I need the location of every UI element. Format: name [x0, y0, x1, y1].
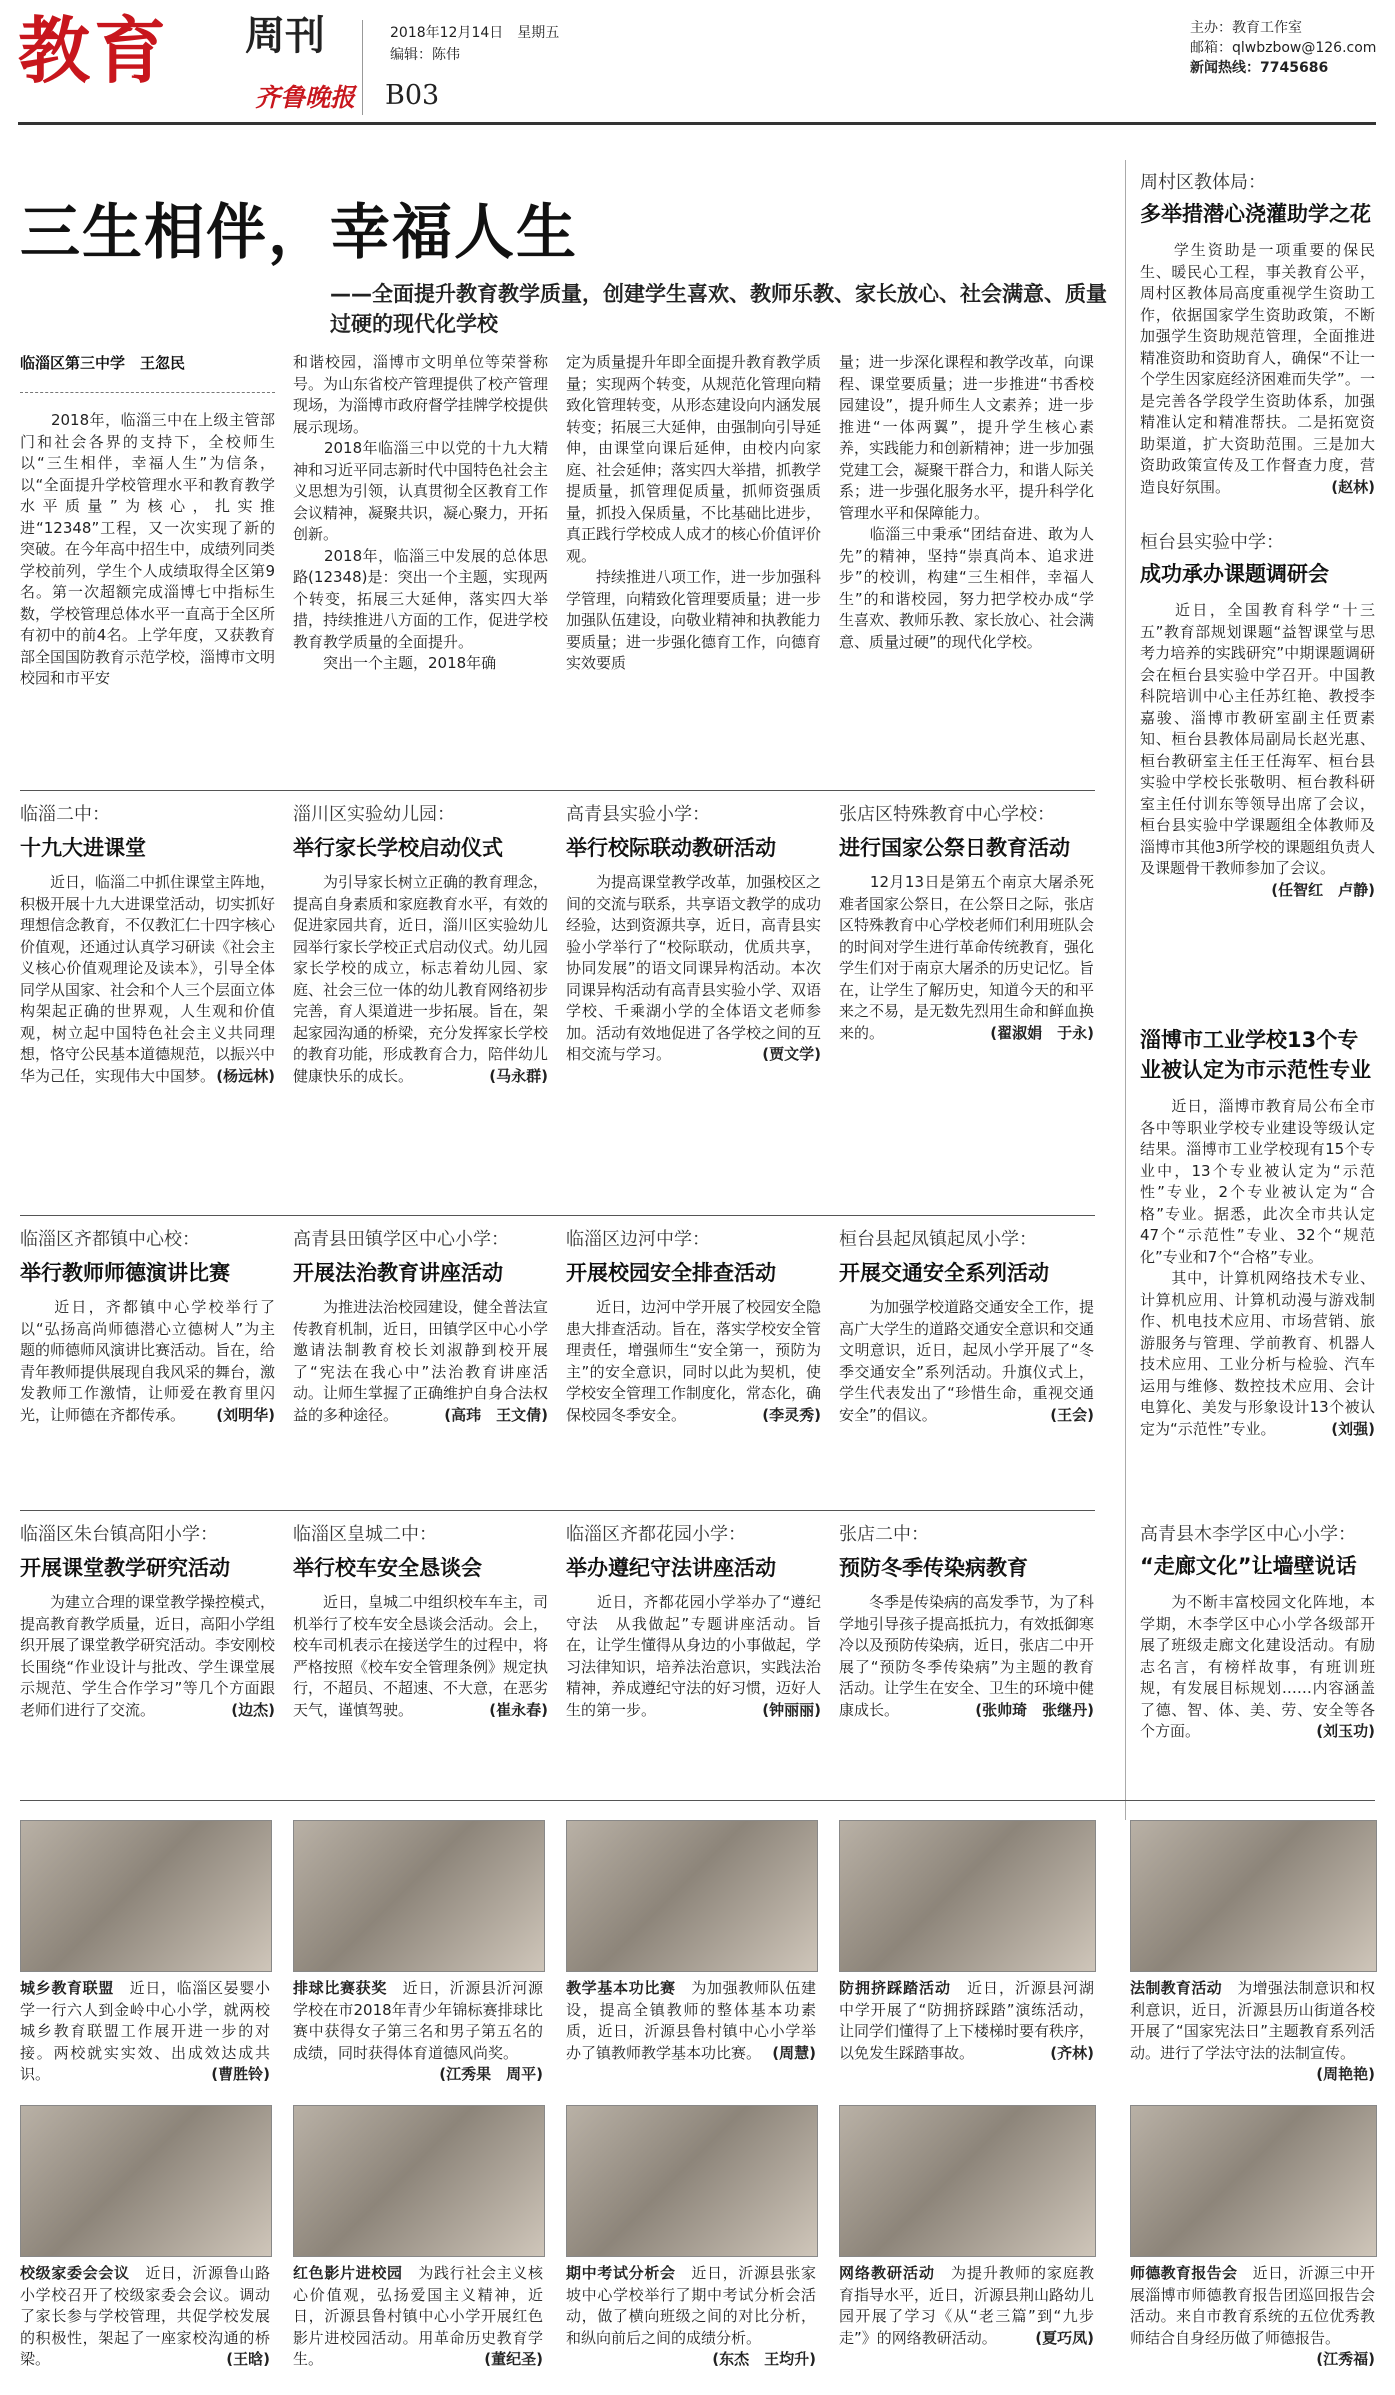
news-author: (刘明华) — [216, 1405, 275, 1424]
news-body — [839, 1592, 1094, 1721]
news-author: (崔永春) — [489, 1700, 548, 1719]
photo-caption — [20, 2263, 270, 2371]
news-author: (马永群) — [489, 1066, 548, 1085]
news-text: 近日，皇城二中组织校车车主，司机举行了校车安全恳谈会活动。会上，校车司机表示在接送学生的过程中，将严格按照《校车安全管理条例》规定执行，不超员、不超速、不大意，在恶劣天气，谨慎驾驶。 — [293, 1593, 549, 1719]
news-text: 近日，边河中学开展了校园安全隐患大排查活动。旨在，落实学校安全管理责任，增强师生“安全第一，预防为主”的安全意识，同时以此为契机，使学校安全管理工作制度化，常态化，确保校园冬季安全。 — [566, 1298, 822, 1424]
news-title: 进行国家公祭日教育活动 — [839, 836, 1070, 860]
caption-title: 教学基本功比赛 — [566, 1979, 676, 1997]
photo-photos2-0 — [20, 2105, 272, 2257]
sidebar-text: 近日，全国教育科学“十三五”教育部规划课题“益智课堂与思考力培养的实践研究”中期课题调研会在桓台县实验中学召开。中国教科院培训中心主任苏红艳、教授李嘉骏、淄博市教研室副主任贾素知、桓台县教体局副局长赵光惠、桓台教研室主任王任海军、桓台县实验中学校长张敬明、桓台教科研室主任付训东等领导出席了会议，桓台县实验中学课题组全体教师及淄博市其他3所学校的课题组负责人及课题骨干教师参加了会议。 — [1140, 601, 1375, 877]
lead-col-2: 和谐校园，淄博市文明单位等荣誉称号。为山东省校产管理提供了校产管理现场，为淄博市政府督学挂牌学校提供展示现场。 2018年临淄三中以党的十九大精神和习近平同志新时代中国特色社会主义思想为引领，认真贯彻全区教育工作会议精神，凝聚共识，凝心聚力，开拓创新。 2018年，临淄三中发展的总体思路(12348)是：突出一个主题，实现两个转变，拓展三大延伸，落实四大举措，持续推进八方面的工作，促进学校教育教学质量的全面提升。 突出一个主题，2018年确 — [293, 353, 549, 672]
news-source: 淄川区实验幼儿园： — [293, 804, 455, 825]
caption-author: (东杰 王均升) — [712, 2350, 816, 2368]
sidebar-body — [1140, 1592, 1375, 1743]
row-rule-4 — [20, 1800, 1375, 1801]
caption-author: (齐林) — [1050, 2043, 1094, 2062]
photo-photos2-4 — [1130, 2105, 1377, 2257]
photo-photos1-1 — [293, 1820, 545, 1972]
news-source: 临淄区齐都花园小学： — [566, 1524, 746, 1545]
caption-title: 网络教研活动 — [839, 2264, 935, 2282]
sidebar-text: 学生资助是一项重要的保民生、暖民心工程，事关教育公平，周村区教体局高度重视学生资助工作，依据国家学生资助政策，不断加强学生资助规范管理，全面推进精准资助和资助育人，确保“不让一个学生因家庭经济困难而失学”。一是完善各学段学生资助体系，加强精准认定和精准帮扶。二是拓宽资助渠道，扩大资助范围。三是加大资助政策宣传及工作督查力度，营造良好氛围。 — [1140, 241, 1375, 496]
news-item — [839, 800, 1094, 1044]
sidebar-item — [1140, 1020, 1375, 1440]
sidebar-source: 桓台县实验中学： — [1140, 532, 1284, 553]
news-title: 举行教师师德演讲比赛 — [20, 1261, 230, 1285]
news-title: 开展课堂教学研究活动 — [20, 1556, 230, 1580]
news-body — [293, 872, 548, 1087]
photo-photos2-2 — [566, 2105, 818, 2257]
photo-caption — [293, 2263, 543, 2371]
news-body — [839, 872, 1094, 1044]
news-item — [20, 800, 275, 1087]
photo-photos1-2 — [566, 1820, 818, 1972]
news-title: 开展交通安全系列活动 — [839, 1261, 1049, 1285]
caption-title: 校级家委会会议 — [20, 2264, 130, 2282]
sidebar-author: (刘强) — [1331, 1419, 1375, 1438]
caption-author: (周慧) — [772, 2043, 816, 2062]
news-body — [293, 1592, 548, 1721]
news-title: 十九大进课堂 — [20, 836, 146, 860]
masthead-rule — [18, 122, 1376, 125]
photo-caption — [20, 1978, 270, 2086]
news-author: (王会) — [1050, 1405, 1094, 1424]
photo-caption — [566, 1978, 816, 2064]
news-source: 高青县田镇学区中心小学： — [293, 1229, 509, 1250]
hotline: 新闻热线：7745686 — [1190, 60, 1329, 76]
caption-title: 排球比赛获奖 — [293, 1979, 387, 1997]
news-title: 举行校际联动教研活动 — [566, 836, 776, 860]
caption-text: 近日，沂源县河湖中学开展了“防拥挤踩踏”演练活动，让同学们懂得了上下楼梯时要有秩序，以免发生踩踏事故。 — [839, 1979, 1095, 2062]
sidebar-text: 近日，淄博市教育局公布全市各中等职业学校专业建设等级认定结果。淄博市工业学校现有15个专业中，13个专业被认定为“示范性”专业，2个专业被认定为“合格”专业。据悉，此次全市共认定47个“示范性”专业、32个“规范化”专业和7个“合格”专业。 其中，计算机网络技术专业、计算机应用、计算机动漫与游戏制作、机电技术应用、市场营销、旅游服务与管理、学前教育、机器人技术应用、工业分析与检验、汽车运用与维修、数控技术应用、会计电算化、美发与形象设计13个被认定为“示范性”专业。 — [1140, 1097, 1375, 1438]
news-title: 预防冬季传染病教育 — [839, 1556, 1028, 1580]
news-author: (张帅琦 张继丹) — [975, 1700, 1094, 1719]
news-body — [566, 1297, 821, 1426]
photo-caption — [1130, 2263, 1375, 2371]
caption-text: 近日，沂源鲁山路小学校召开了校级家委会会议。调动了家长参与学校管理，共促学校发展的积极性，架起了一座家校沟通的桥梁。 — [20, 2264, 270, 2368]
editor: 编辑：陈伟 — [390, 47, 460, 63]
news-text: 为提高课堂教学改革，加强校区之间的交流与联系，共享语文教学的成功经验，达到资源共享，近日，高青县实验小学举行了“校际联动，优质共享，协同发展”的语文同课异构活动。本次同课异构活动有高青县实验小学、双语学校、千乘湖小学的全体语文老师参加。活动有效地促进了各学校之间的互相交流与学习。 — [566, 873, 822, 1063]
news-source: 高青县实验小学： — [566, 804, 710, 825]
lead-byline: 临淄区第三中学 王忽民 — [20, 354, 186, 372]
photo-caption — [293, 1978, 543, 2086]
news-text: 为推进法治校园建设，健全普法宣传教育机制，近日，田镇学区中心小学邀请法制教育校长刘淑静到校开展了“宪法在我心中”法治教育讲座活动。让师生掌握了正确维护自身合法权益的多种途径。 — [293, 1298, 549, 1424]
news-author: (边杰) — [231, 1700, 275, 1719]
news-source: 临淄区齐都镇中心校： — [20, 1229, 200, 1250]
news-item — [293, 800, 548, 1087]
news-author: (李灵秀) — [762, 1405, 821, 1424]
caption-author: (周艳艳) — [1316, 2065, 1375, 2083]
news-item — [293, 1225, 548, 1426]
caption-title: 红色影片进校园 — [293, 2264, 403, 2282]
news-item — [566, 800, 821, 1066]
paper-logo: 齐鲁晚报 — [255, 83, 356, 112]
news-author: (贾文学) — [762, 1045, 821, 1063]
caption-title: 期中考试分析会 — [566, 2264, 676, 2282]
news-source: 桓台县起凤镇起凤小学： — [839, 1229, 1037, 1250]
sidebar-item — [1140, 528, 1375, 901]
caption-author: (江秀果 周平) — [439, 2065, 543, 2083]
sidebar-text: 为不断丰富校园文化阵地，本学期，木李学区中心小学各级部开展了班级走廊文化建设活动。有励志名言，有榜样故事，有班训班规，有发展目标规划……内容涵盖了德、智、体、美、劳、安全等各个方面。 — [1140, 1593, 1375, 1740]
section-title: 教育 — [18, 8, 171, 93]
news-item — [293, 1520, 548, 1721]
byline-rule — [20, 392, 275, 393]
news-source: 临淄区边河中学： — [566, 1229, 710, 1250]
lead-col-3: 定为质量提升年即全面提升教育教学质量；实现两个转变，从规范化管理向精致化管理转变，从形态建设向内涵发展转变；拓展三大延伸，由强制向引导延伸，由课堂向课后延伸，由校内向家庭、社会延伸；落实四大举措，抓教学提质量，抓管理促质量，抓师资强质量，抓投入保质量，不比基础比进步，真正践行学校成人成才的核心价值评价观。 持续推进八项工作，进一步加强科学管理，向精致化管理要质量；进一步加强队伍建设，向敬业精神和执教能力要质量；进一步强化德育工作，向德育实效要质 — [566, 353, 822, 672]
caption-text: 为提升教师的家庭教育指导水平，近日，沂源县荆山路幼儿园开展了学习《从“老三篇”到“九步走”》的网络教研活动。 — [839, 2264, 1095, 2347]
news-source: 临淄二中： — [20, 804, 110, 825]
caption-title: 法制教育活动 — [1130, 1979, 1222, 1997]
caption-text: 为加强教师队伍建设，提高全镇教师的整体基本功素质，近日，沂源县鲁村镇中心小学举办了镇教师教学基本功比赛。 — [566, 1979, 816, 2062]
sidebar-title: 淄博市工业学校13个专业被认定为市示范性专业 — [1140, 1028, 1371, 1082]
news-author: (高玮 王文倩) — [444, 1405, 548, 1424]
email: 邮箱：qlwbzbow@126.com — [1190, 40, 1377, 56]
news-item — [839, 1225, 1094, 1426]
caption-author: (夏巧凤) — [1035, 2328, 1094, 2347]
sidebar-author: (刘玉功) — [1316, 1722, 1375, 1740]
news-item — [20, 1225, 275, 1426]
sidebar-title: “走廊文化”让墙壁说话 — [1140, 1554, 1357, 1578]
row-rule-3 — [20, 1510, 1095, 1511]
page-number: B03 — [385, 80, 440, 111]
sidebar-author: (赵林) — [1331, 477, 1375, 496]
row-rule-1 — [20, 790, 1095, 791]
photo-photos1-3 — [839, 1820, 1096, 1972]
sidebar-body — [1140, 240, 1375, 498]
caption-title: 城乡教育联盟 — [20, 1979, 114, 1997]
photo-photos1-0 — [20, 1820, 272, 1972]
news-body — [20, 1297, 275, 1426]
host: 主办：教育工作室 — [1190, 20, 1302, 36]
caption-text: 近日，临淄区晏婴小学一行六人到金岭中心小学，就两校城乡教育联盟工作展开进一步的对接。两校就实实效、出成效达成共识。 — [20, 1979, 270, 2083]
news-text: 近日，齐都花园小学举办了“遵纪守法 从我做起”专题讲座活动。旨在，让学生懂得从身边的小事做起，学习法律知识，培养法治意识，实践法治精神，养成遵纪守法的好习惯，迈好人生的第一步。 — [566, 1593, 822, 1719]
sidebar-title: 多举措潜心浇灌助学之花 — [1140, 202, 1371, 226]
news-item — [566, 1520, 821, 1721]
news-title: 开展校园安全排查活动 — [566, 1261, 776, 1285]
news-source: 张店二中： — [839, 1524, 929, 1545]
news-source: 张店区特殊教育中心学校： — [839, 804, 1055, 825]
news-text: 近日，临淄二中抓住课堂主阵地，积极开展十九大进课堂活动，切实抓好理想信念教育，不仅教汇仁十四字核心价值观，还通过认真学习研读《社会主义核心价值观理论及读本》，引导全体同学从国家、社会和个人三个层面立体构架起正确的世界观，人生观和价值观，树立起中国特色社会主义共同理想，恪守公民基本道德规范，以振兴中华为己任，实现伟大中国梦。 — [20, 873, 276, 1085]
news-source: 临淄区朱台镇高阳小学： — [20, 1524, 218, 1545]
sidebar-author: (任智红 卢静) — [1271, 880, 1375, 899]
caption-author: (曹胜铃) — [211, 2065, 270, 2083]
photo-caption — [566, 2263, 816, 2371]
sidebar-source: 高青县木李学区中心小学： — [1140, 1524, 1356, 1545]
news-text: 为建立合理的课堂教学操控模式，提高教育教学质量，近日，高阳小学组织开展了课堂教学研究活动。李安刚校长围绕“作业设计与批改、学生课堂展示规范、学生合作学习”等几个方面跟老师们进行了交流。 — [20, 1593, 276, 1719]
news-author: (翟淑娟 于永) — [990, 1023, 1094, 1042]
photo-photos2-3 — [839, 2105, 1096, 2257]
news-text: 冬季是传染病的高发季节，为了科学地引导孩子提高抵抗力，有效抵御寒冷以及预防传染病，近日，张店二中开展了“预防冬季传染病”为主题的教育活动。让学生在安全、卫生的环境中健康成长。 — [839, 1593, 1095, 1719]
photo-photos2-1 — [293, 2105, 545, 2257]
news-title: 举行校车安全恳谈会 — [293, 1556, 482, 1580]
sidebar-title: 成功承办课题调研会 — [1140, 562, 1329, 586]
sidebar-source: 周村区教体局： — [1140, 172, 1266, 193]
masthead-contact — [1190, 18, 1376, 78]
news-author: (钟丽丽) — [762, 1700, 821, 1719]
photo-photos1-4 — [1130, 1820, 1377, 1972]
news-body — [839, 1297, 1094, 1426]
sidebar-body — [1140, 1096, 1375, 1440]
caption-text: 为践行社会主义核心价值观，弘扬爱国主义精神，近日，沂源县鲁村镇中心小学开展红色影片进校园活动。用革命历史教育学生。 — [293, 2264, 543, 2368]
news-text: 近日，齐都镇中心学校举行了以“弘扬高尚师德潜心立德树人”为主题的师德师风演讲比赛活动。旨在，给青年教师提供展现自我风采的舞台，激发教师工作激情，让师爱在教育里闪光，让师德在齐都传承。 — [20, 1298, 276, 1424]
caption-author: (江秀福) — [1316, 2350, 1375, 2368]
sidebar-item — [1140, 168, 1375, 498]
weekly-label: 周刊 — [245, 13, 325, 59]
news-text: 12月13日是第五个南京大屠杀死难者国家公祭日，在公祭日之际，张店区特殊教育中心学校老师们利用班队会的时间对学生进行革命传统教育，强化学生们对于南京大屠杀的历史记忆。旨在，让学生了解历史，知道今天的和平来之不易，是无数先烈用生命和鲜血换来的。 — [839, 873, 1095, 1042]
lead-col-1: 2018年，临淄三中在上级主管部门和社会各界的支持下，全校师生以“三生相伴，幸福人生”为信条，以“全面提升学校管理水平和教育教学水平质量”为核心，扎实推进“12348”工程，又一次实现了新的突破。在今年高中招生中，成绩列同类学校前列，学生个人成绩取得全区第9名。第一次超额完成淄博七中指标生数，学校管理总体水平一直高于全区所有初中的前4名。上学年度，又获教育部全国国防教育示范学校，淄博市文明校园和市平安 — [20, 411, 276, 687]
news-body — [20, 872, 275, 1087]
issue-date: 2018年12月14日 星期五 — [390, 25, 560, 41]
caption-title: 防拥挤踩踏活动 — [839, 1979, 951, 1997]
caption-text: 近日，沂源县张家坡中心学校举行了期中考试分析会活动，做了横向班级之间的对比分析，和纵向前后之间的成绩分析。 — [566, 2264, 816, 2347]
caption-title: 师德教育报告会 — [1130, 2264, 1238, 2282]
photo-caption — [839, 2263, 1094, 2349]
news-text: 为引导家长树立正确的教育理念，提高自身素质和家庭教育水平，有效的促进家园共育，近日，淄川区实验幼儿园举行家长学校正式启动仪式。幼儿园家长学校的成立，标志着幼儿园、家庭、社会三位一体的幼儿教育网络初步完善，育人渠道进一步拓展。旨在，架起家园沟通的桥梁，充分发挥家长学校的教育功能，形成教育合力，陪伴幼儿健康快乐的成长。 — [293, 873, 549, 1085]
lead-subheadline: ——全面提升教育教学质量，创建学生喜欢、教师乐教、家长放心、社会满意、质量过硬的现代化学校 — [330, 282, 1107, 336]
news-body — [20, 1592, 275, 1721]
caption-text: 近日，沂源县沂河源学校在市2018年青少年锦标赛排球比赛中获得女子第三名和男子第五名的成绩，同时获得体育道德风尚奖。 — [293, 1979, 543, 2062]
sidebar-item — [1140, 1520, 1375, 1743]
news-body — [566, 1592, 821, 1721]
news-body — [566, 872, 821, 1066]
news-item — [566, 1225, 821, 1426]
news-text: 为加强学校道路交通安全工作，提高广大学生的道路交通安全意识和交通文明意识，近日，起凤小学开展了“冬季交通安全”系列活动。升旗仪式上，学生代表发出了“珍惜生命，重视交通安全”的倡议。 — [839, 1298, 1095, 1424]
news-title: 开展法治教育讲座活动 — [293, 1261, 503, 1285]
lead-col-4: 量；进一步深化课程和教学改革，向课程、课堂要质量；进一步推进“书香校园建设”，提升师生人文素养；进一步推进“一体两翼”，提升学生核心素养，实践能力和创新精神；进一步加强党建工会，凝聚干群合力，和谐人际关系；进一步强化服务水平，提升科学化管理水平和保障能力。 临淄三中秉承“团结奋进、敢为人先”的精神，坚持“崇真尚本、追求进步”的校训，构建“三生相伴，幸福人生”的和谐校园，努力把学校办成“学生喜欢、教师乐教、家长放心、社会满意、质量过硬”的现代化学校。 — [839, 353, 1095, 651]
news-title: 举办遵纪守法讲座活动 — [566, 1556, 776, 1580]
news-source: 临淄区皇城二中： — [293, 1524, 437, 1545]
masthead-divider — [362, 20, 363, 115]
photo-caption — [1130, 1978, 1375, 2086]
photo-caption — [839, 1978, 1094, 2064]
news-title: 举行家长学校启动仪式 — [293, 836, 503, 860]
caption-text: 为增强法制意识和权利意识，近日，沂源县历山街道各校开展了“国家宪法日”主题教育系列活动。进行了学法守法的法制宣传。 — [1130, 1979, 1375, 2062]
news-author: (杨远林) — [216, 1066, 275, 1085]
caption-text: 近日，沂源三中开展淄博市师德教育报告团巡回报告会活动。来自市教育系统的五位优秀教师结合自身经历做了师德报告。 — [1130, 2264, 1375, 2347]
lead-headline: 三生相伴，幸福人生 — [20, 198, 578, 268]
sidebar-divider — [1125, 160, 1126, 1820]
sidebar-body — [1140, 600, 1375, 899]
news-body — [293, 1297, 548, 1426]
caption-author: (王晗) — [226, 2350, 270, 2368]
row-rule-2 — [20, 1215, 1095, 1216]
caption-author: (董纪圣) — [484, 2350, 543, 2368]
news-item — [20, 1520, 275, 1721]
news-item — [839, 1520, 1094, 1721]
